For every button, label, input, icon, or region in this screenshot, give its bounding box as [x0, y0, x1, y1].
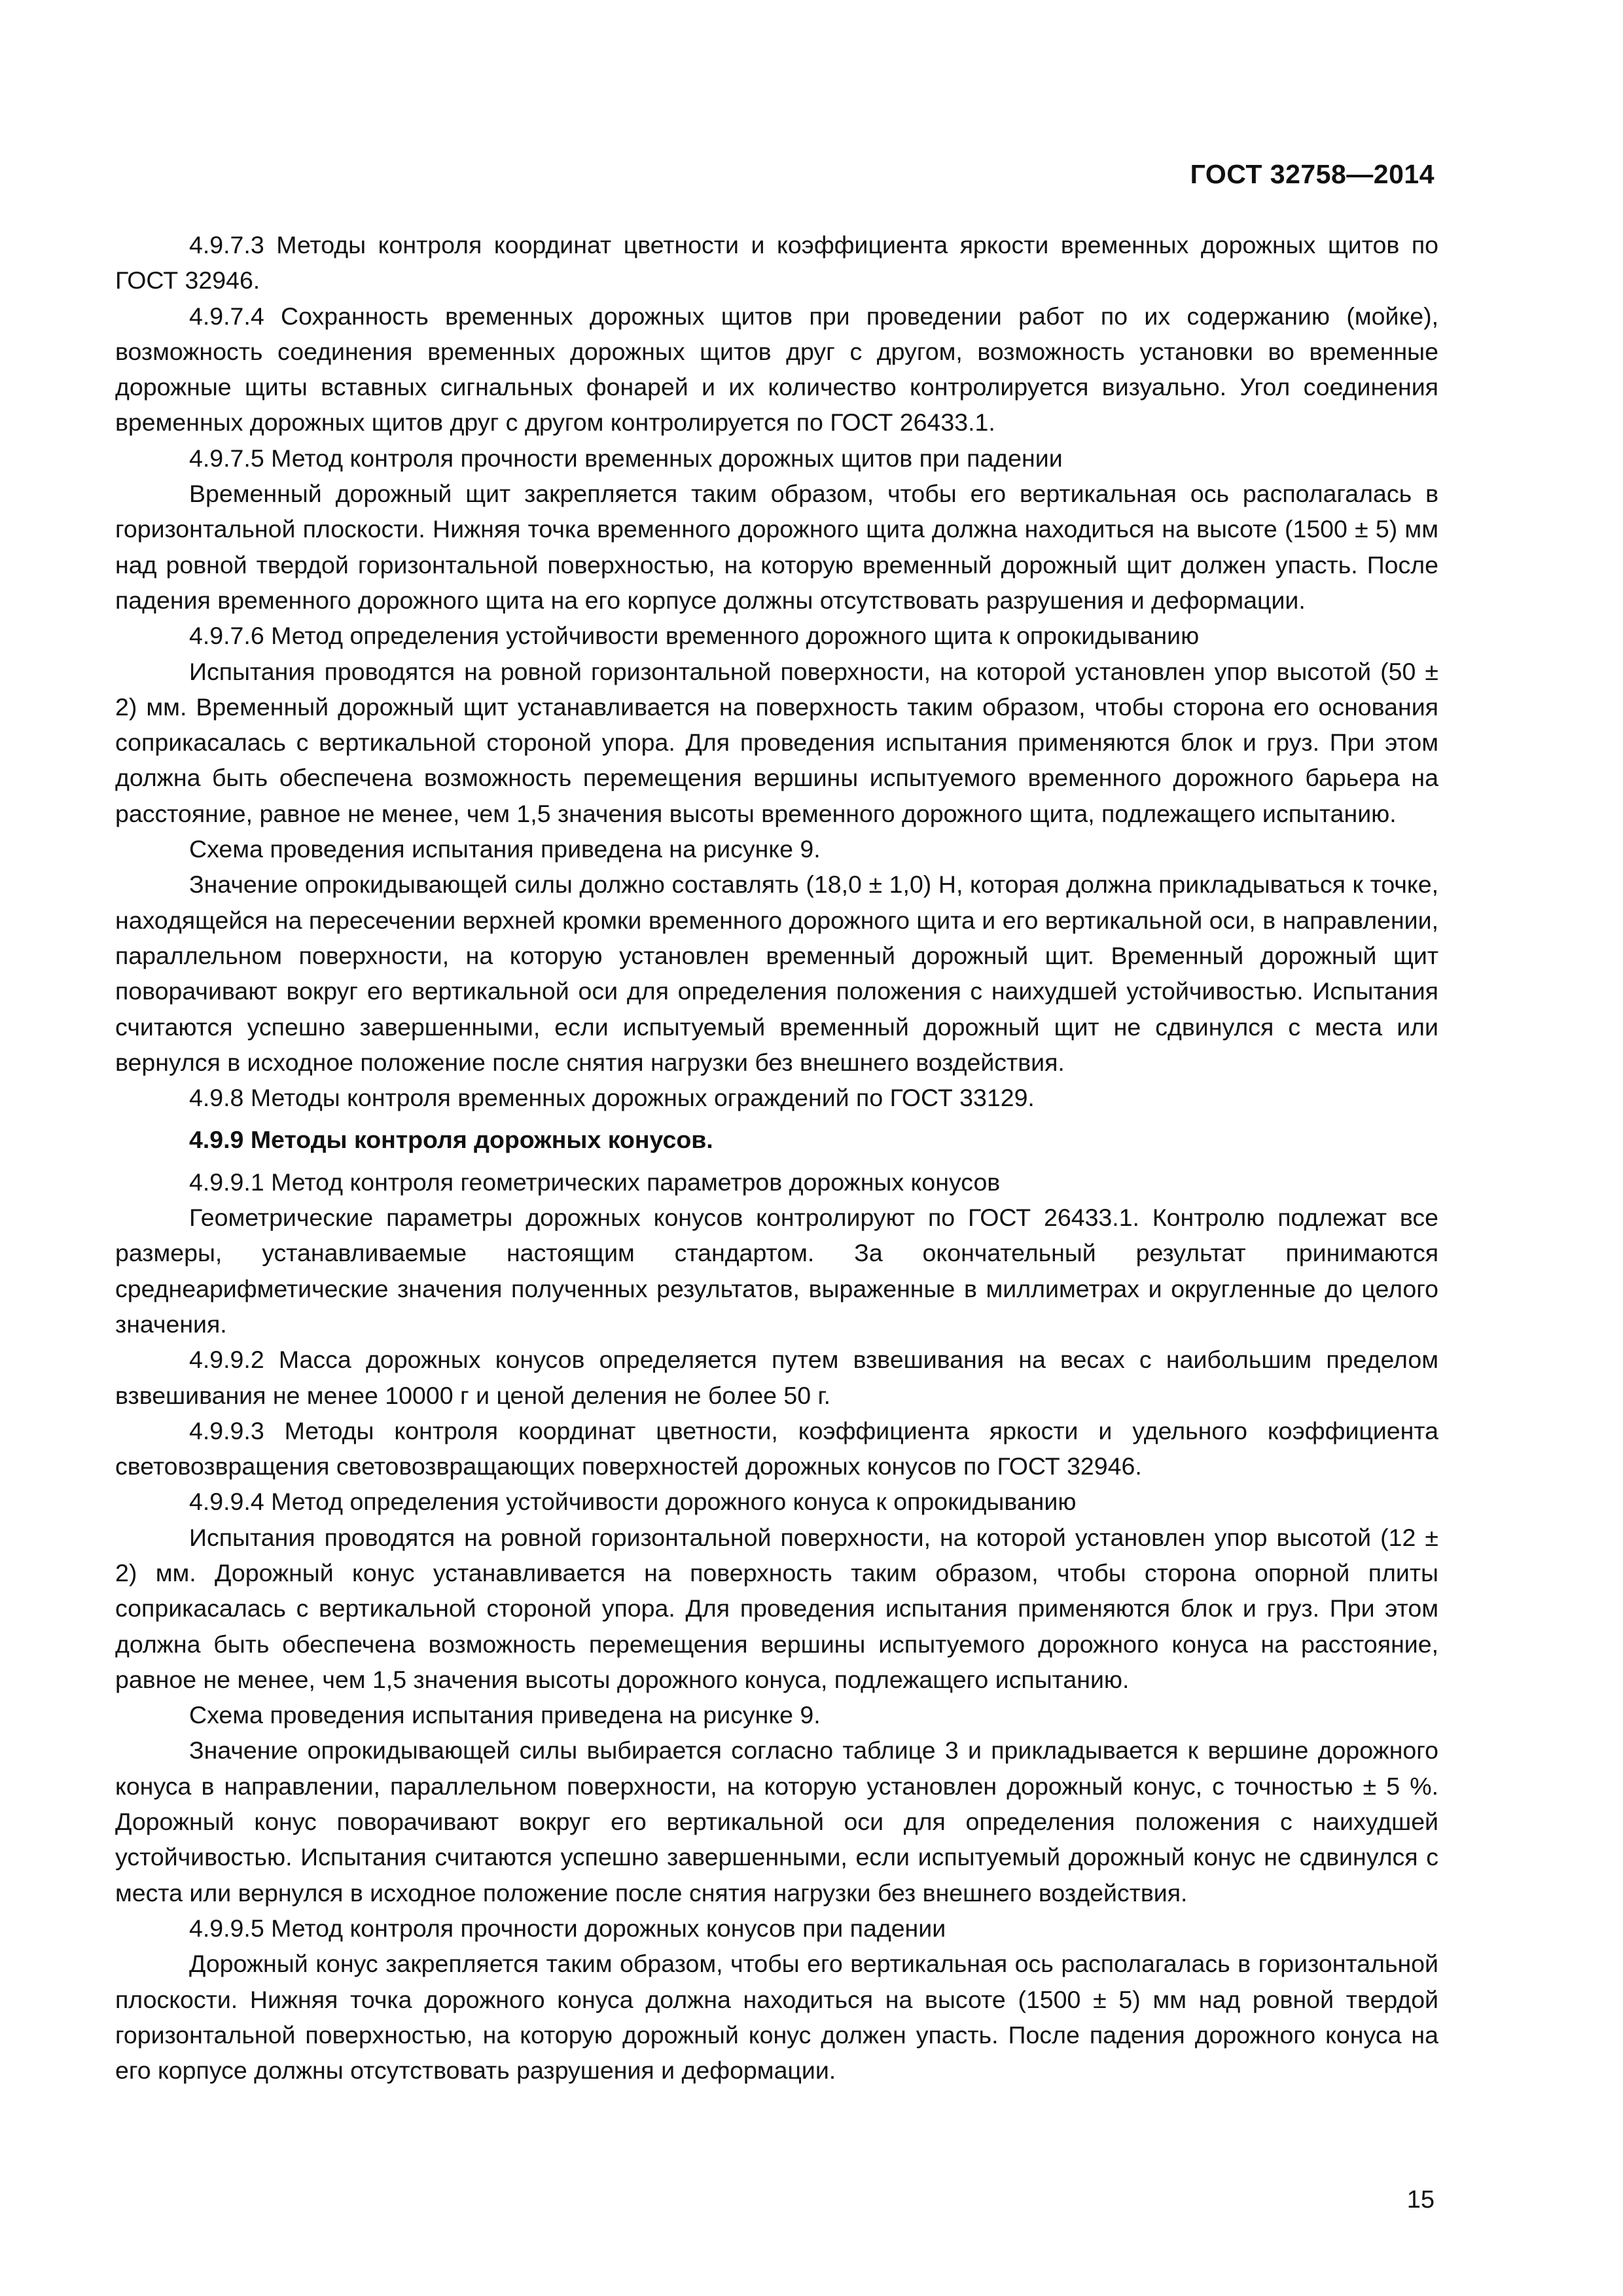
paragraph-4-9-7-4: 4.9.7.4 Сохранность временных дорожных щитов при проведении работ по их содержанию (мойке), возможность соединения временных дорожных щитов друг с другом, возможность установки во временные дорожные щиты вставных сигнальных фонарей и их количество контролируется визуально. Угол соединения временных дорожных щитов друг с другом контролируется по ГОСТ 26433.1. — [115, 302, 1438, 437]
paragraph-4-9-9-1-text: Геометрические параметры дорожных конусов контролируют по ГОСТ 26433.1. Контролю подлежат все размеры, устанавливаемые настоящим стандартом. За окончательный результат принимаются среднеарифметические значения полученных результатов, выраженные в миллиметрах и округленные до целого значения. — [115, 1204, 1438, 1338]
document-code-header: ГОСТ 32758—2014 — [1190, 159, 1435, 189]
paragraph-4-9-9-4-title: 4.9.9.4 Метод определения устойчивости дорожного конуса к опрокидыванию — [189, 1488, 1077, 1516]
paragraph-4-9-8: 4.9.8 Методы контроля временных дорожных ограждений по ГОСТ 33129. — [189, 1084, 1035, 1112]
paragraph-force-cone: Значение опрокидывающей силы выбирается согласно таблице 3 и прикладывается к вершине дорожного конуса в направлении, параллельном поверхности, на которую установлен дорожный конус, с точностью ± 5 %. Дорожный конус поворачивают вокруг его вертикальной оси для определения положения с наихудшей устойчивостью. Испытания считаются успешно завершенными, если испытуемый дорожный конус не сдвинулся с места или вернулся в исходное положение после снятия нагрузки без внешнего воздействия. — [115, 1736, 1438, 1907]
paragraph-4-9-9-5-text: Дорожный конус закрепляется таким образом, чтобы его вертикальная ось располагалась в горизонтальной плоскости. Нижняя точка дорожного конуса должна находиться на высоте (1500 ± 5) мм над ровной твердой горизонтальной поверхностью, на которую дорожный конус должен упасть. После падения дорожного конуса на его корпусе должны отсутствовать разрушения и деформации. — [115, 1950, 1438, 2085]
paragraph-scheme-ref-2: Схема проведения испытания приведена на рисунке 9. — [189, 1701, 821, 1729]
paragraph-4-9-9-4-text: Испытания проводятся на ровной горизонтальной поверхности, на которой установлен упор высотой (12 ± 2) мм. Дорожный конус устанавливается на поверхность таким образом, чтобы сторона опорной плиты соприкасалась с вертикальной стороной упора. Для проведения испытания применяются блок и груз. При этом должна быть обеспечена возможность перемещения вершины испытуемого дорожного конуса на расстояние, равное не менее, чем 1,5 значения высоты дорожного конуса, подлежащего испытанию. — [115, 1523, 1438, 1693]
paragraph-4-9-7-6-title: 4.9.7.6 Метод определения устойчивости временного дорожного щита к опрокидыванию — [189, 622, 1200, 650]
paragraph-force-value: Значение опрокидывающей силы должно составлять (18,0 ± 1,0) Н, которая должна прикладываться к точке, находящейся на пересечении верхней кромки временного дорожного щита и его вертикальной оси, в направлении, параллельном поверхности, на которую установлен временный дорожный щит. Временный дорожный щит поворачивают вокруг его вертикальной оси для определения положения с наихудшей устойчивостью. Испытания считаются успешно завершенными, если испытуемый временный дорожный щит не сдвинулся с места или вернулся в исходное положение после снятия нагрузки без внешнего воздействия. — [115, 870, 1438, 1076]
paragraph-scheme-ref: Схема проведения испытания приведена на рисунке 9. — [189, 835, 821, 863]
page-number: 15 — [1406, 2186, 1435, 2214]
paragraph-4-9-7-3: 4.9.7.3 Методы контроля координат цветности и коэффициента яркости временных дорожных щитов по ГОСТ 32946. — [115, 231, 1438, 295]
paragraph-4-9-9-1-title: 4.9.9.1 Метод контроля геометрических параметров дорожных конусов — [189, 1168, 1001, 1196]
paragraph-4-9-9-3: 4.9.9.3 Методы контроля координат цветности, коэффициента яркости и удельного коэффициента световозвращения световозвращающих поверхностей дорожных конусов по ГОСТ 32946. — [115, 1416, 1438, 1480]
paragraph-4-9-7-6-text: Испытания проводятся на ровной горизонтальной поверхности, на которой установлен упор высотой (50 ± 2) мм. Временный дорожный щит устанавливается на поверхность таким образом, чтобы сторона его основания соприкасалась с вертикальной стороной упора. Для проведения испытания применяются блок и груз. При этом должна быть обеспечена возможность перемещения вершины испытуемого временного дорожного барьера на расстояние, равное не менее, чем 1,5 значения высоты временного дорожного щита, подлежащего испытанию. — [115, 657, 1438, 827]
section-heading-4-9-9: 4.9.9 Методы контроля дорожных конусов. — [189, 1126, 713, 1154]
document-body — [115, 227, 1438, 2088]
paragraph-4-9-9-2: 4.9.9.2 Масса дорожных конусов определяется путем взвешивания на весах с наибольшим пределом взвешивания не менее 10000 г и ценой деления не более 50 г. — [115, 1346, 1438, 1409]
paragraph-4-9-9-5-title: 4.9.9.5 Метод контроля прочности дорожных конусов при падении — [189, 1914, 946, 1942]
paragraph-4-9-7-5-text: Временный дорожный щит закрепляется таким образом, чтобы его вертикальная ось располагалась в горизонтальной плоскости. Нижняя точка временного дорожного щита должна находиться на высоте (1500 ± 5) мм над ровной твердой горизонтальной поверхностью, на которую временный дорожный щит должен упасть. После падения временного дорожного щита на его корпусе должны отсутствовать разрушения и деформации. — [115, 480, 1438, 614]
paragraph-4-9-7-5-title: 4.9.7.5 Метод контроля прочности временных дорожных щитов при падении — [189, 444, 1063, 472]
